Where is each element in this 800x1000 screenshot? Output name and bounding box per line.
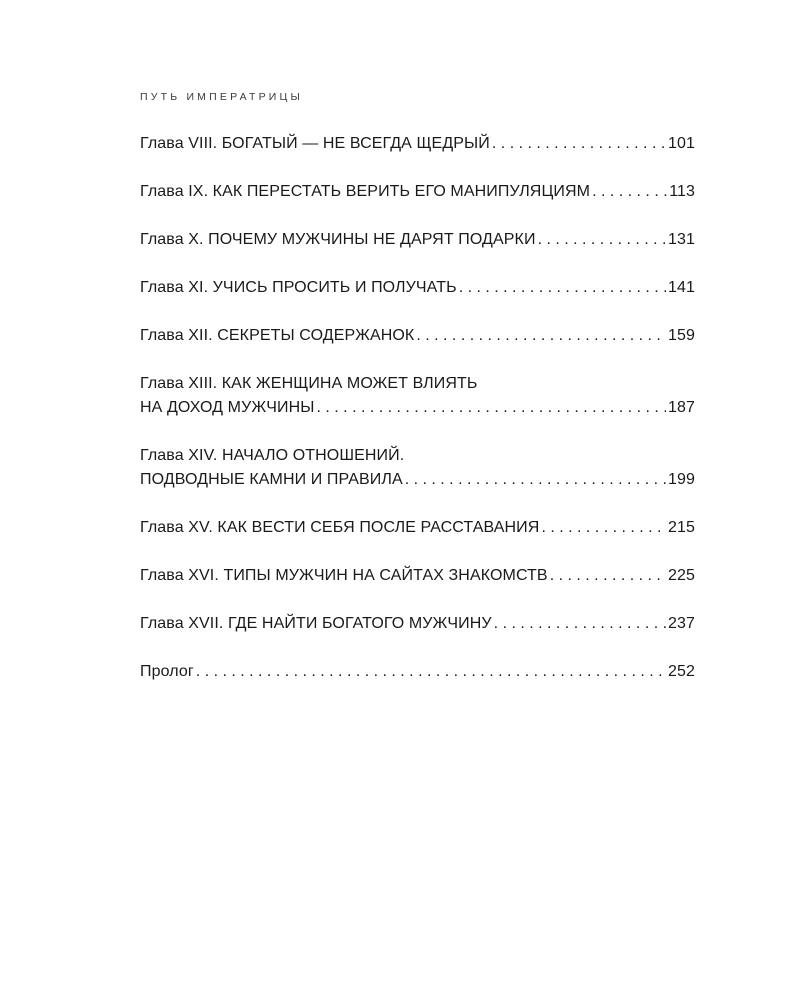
toc-page-number: 141	[668, 279, 695, 296]
dot-leader	[196, 660, 666, 684]
dot-leader	[405, 468, 666, 492]
toc-entry-last-line	[140, 612, 695, 636]
toc-entry-title-line: Глава XVII. ГДЕ НАЙТИ БОГАТОГО МУЖЧИНУ	[140, 615, 492, 632]
toc-page-number: 113	[669, 183, 695, 200]
toc-page-number: 199	[668, 471, 695, 488]
running-head: ПУТЬ ИМПЕРАТРИЦЫ	[140, 91, 303, 103]
toc-entry-last-line	[140, 468, 695, 492]
dot-leader	[317, 396, 667, 420]
toc-entry-last-line	[140, 228, 695, 252]
toc-entry-last-line	[140, 324, 695, 348]
toc-entry-title-line: Глава XV. КАК ВЕСТИ СЕБЯ ПОСЛЕ РАССТАВАНИЯ	[140, 519, 540, 536]
toc-entry[interactable]	[140, 372, 695, 420]
toc-entry-title-line: Глава XIII. КАК ЖЕНЩИНА МОЖЕТ ВЛИЯТЬ	[140, 375, 478, 392]
toc-entry-last-line	[140, 516, 695, 540]
toc-entry-title-line: Глава IX. КАК ПЕРЕСТАТЬ ВЕРИТЬ ЕГО МАНИПУЛЯЦИЯМ	[140, 183, 591, 200]
toc-page-number: 225	[668, 567, 695, 584]
dot-leader	[541, 516, 666, 540]
toc-entry[interactable]	[140, 324, 695, 348]
toc-entry-title-line: ПОДВОДНЫЕ КАМНИ И ПРАВИЛА	[140, 471, 403, 488]
dot-leader	[492, 132, 666, 156]
toc-entry-last-line	[140, 180, 695, 204]
dot-leader	[592, 180, 667, 204]
toc-entry[interactable]	[140, 276, 695, 300]
dot-leader	[459, 276, 666, 300]
toc-entry[interactable]	[140, 444, 695, 492]
table-of-contents	[140, 132, 695, 708]
toc-page-number: 252	[668, 663, 695, 680]
toc-entry[interactable]	[140, 180, 695, 204]
toc-entry-title-line: Глава XII. СЕКРЕТЫ СОДЕРЖАНОК	[140, 327, 415, 344]
toc-entry[interactable]	[140, 516, 695, 540]
toc-page-number: 237	[668, 615, 695, 632]
toc-page-number: 215	[668, 519, 695, 536]
toc-entry-last-line	[140, 564, 695, 588]
dot-leader	[538, 228, 666, 252]
dot-leader	[494, 612, 666, 636]
toc-entry-title-line: Пролог	[140, 663, 194, 680]
toc-entry[interactable]	[140, 564, 695, 588]
toc-entry[interactable]	[140, 612, 695, 636]
toc-entry-title-line: Глава XI. УЧИСЬ ПРОСИТЬ И ПОЛУЧАТЬ	[140, 279, 457, 296]
toc-entry-title-line: Глава XIV. НАЧАЛО ОТНОШЕНИЙ.	[140, 447, 405, 464]
toc-page-number: 131	[668, 231, 695, 248]
toc-entry-last-line	[140, 660, 695, 684]
toc-entry-last-line	[140, 276, 695, 300]
toc-entry-title-line: Глава X. ПОЧЕМУ МУЖЧИНЫ НЕ ДАРЯТ ПОДАРКИ	[140, 231, 536, 248]
toc-entry-last-line	[140, 396, 695, 420]
toc-entry[interactable]	[140, 132, 695, 156]
toc-page-number: 101	[668, 135, 695, 152]
dot-leader	[416, 324, 666, 348]
toc-entry-title-line: НА ДОХОД МУЖЧИНЫ	[140, 399, 315, 416]
toc-entry-title-line: Глава XVI. ТИПЫ МУЖЧИН НА САЙТАХ ЗНАКОМСТВ	[140, 567, 548, 584]
toc-page-number: 159	[668, 327, 695, 344]
toc-entry-last-line	[140, 132, 695, 156]
toc-entry-title-line: Глава VIII. БОГАТЫЙ — НЕ ВСЕГДА ЩЕДРЫЙ	[140, 135, 490, 152]
toc-entry[interactable]	[140, 660, 695, 684]
toc-entry[interactable]	[140, 228, 695, 252]
dot-leader	[550, 564, 666, 588]
toc-page-number: 187	[668, 399, 695, 416]
